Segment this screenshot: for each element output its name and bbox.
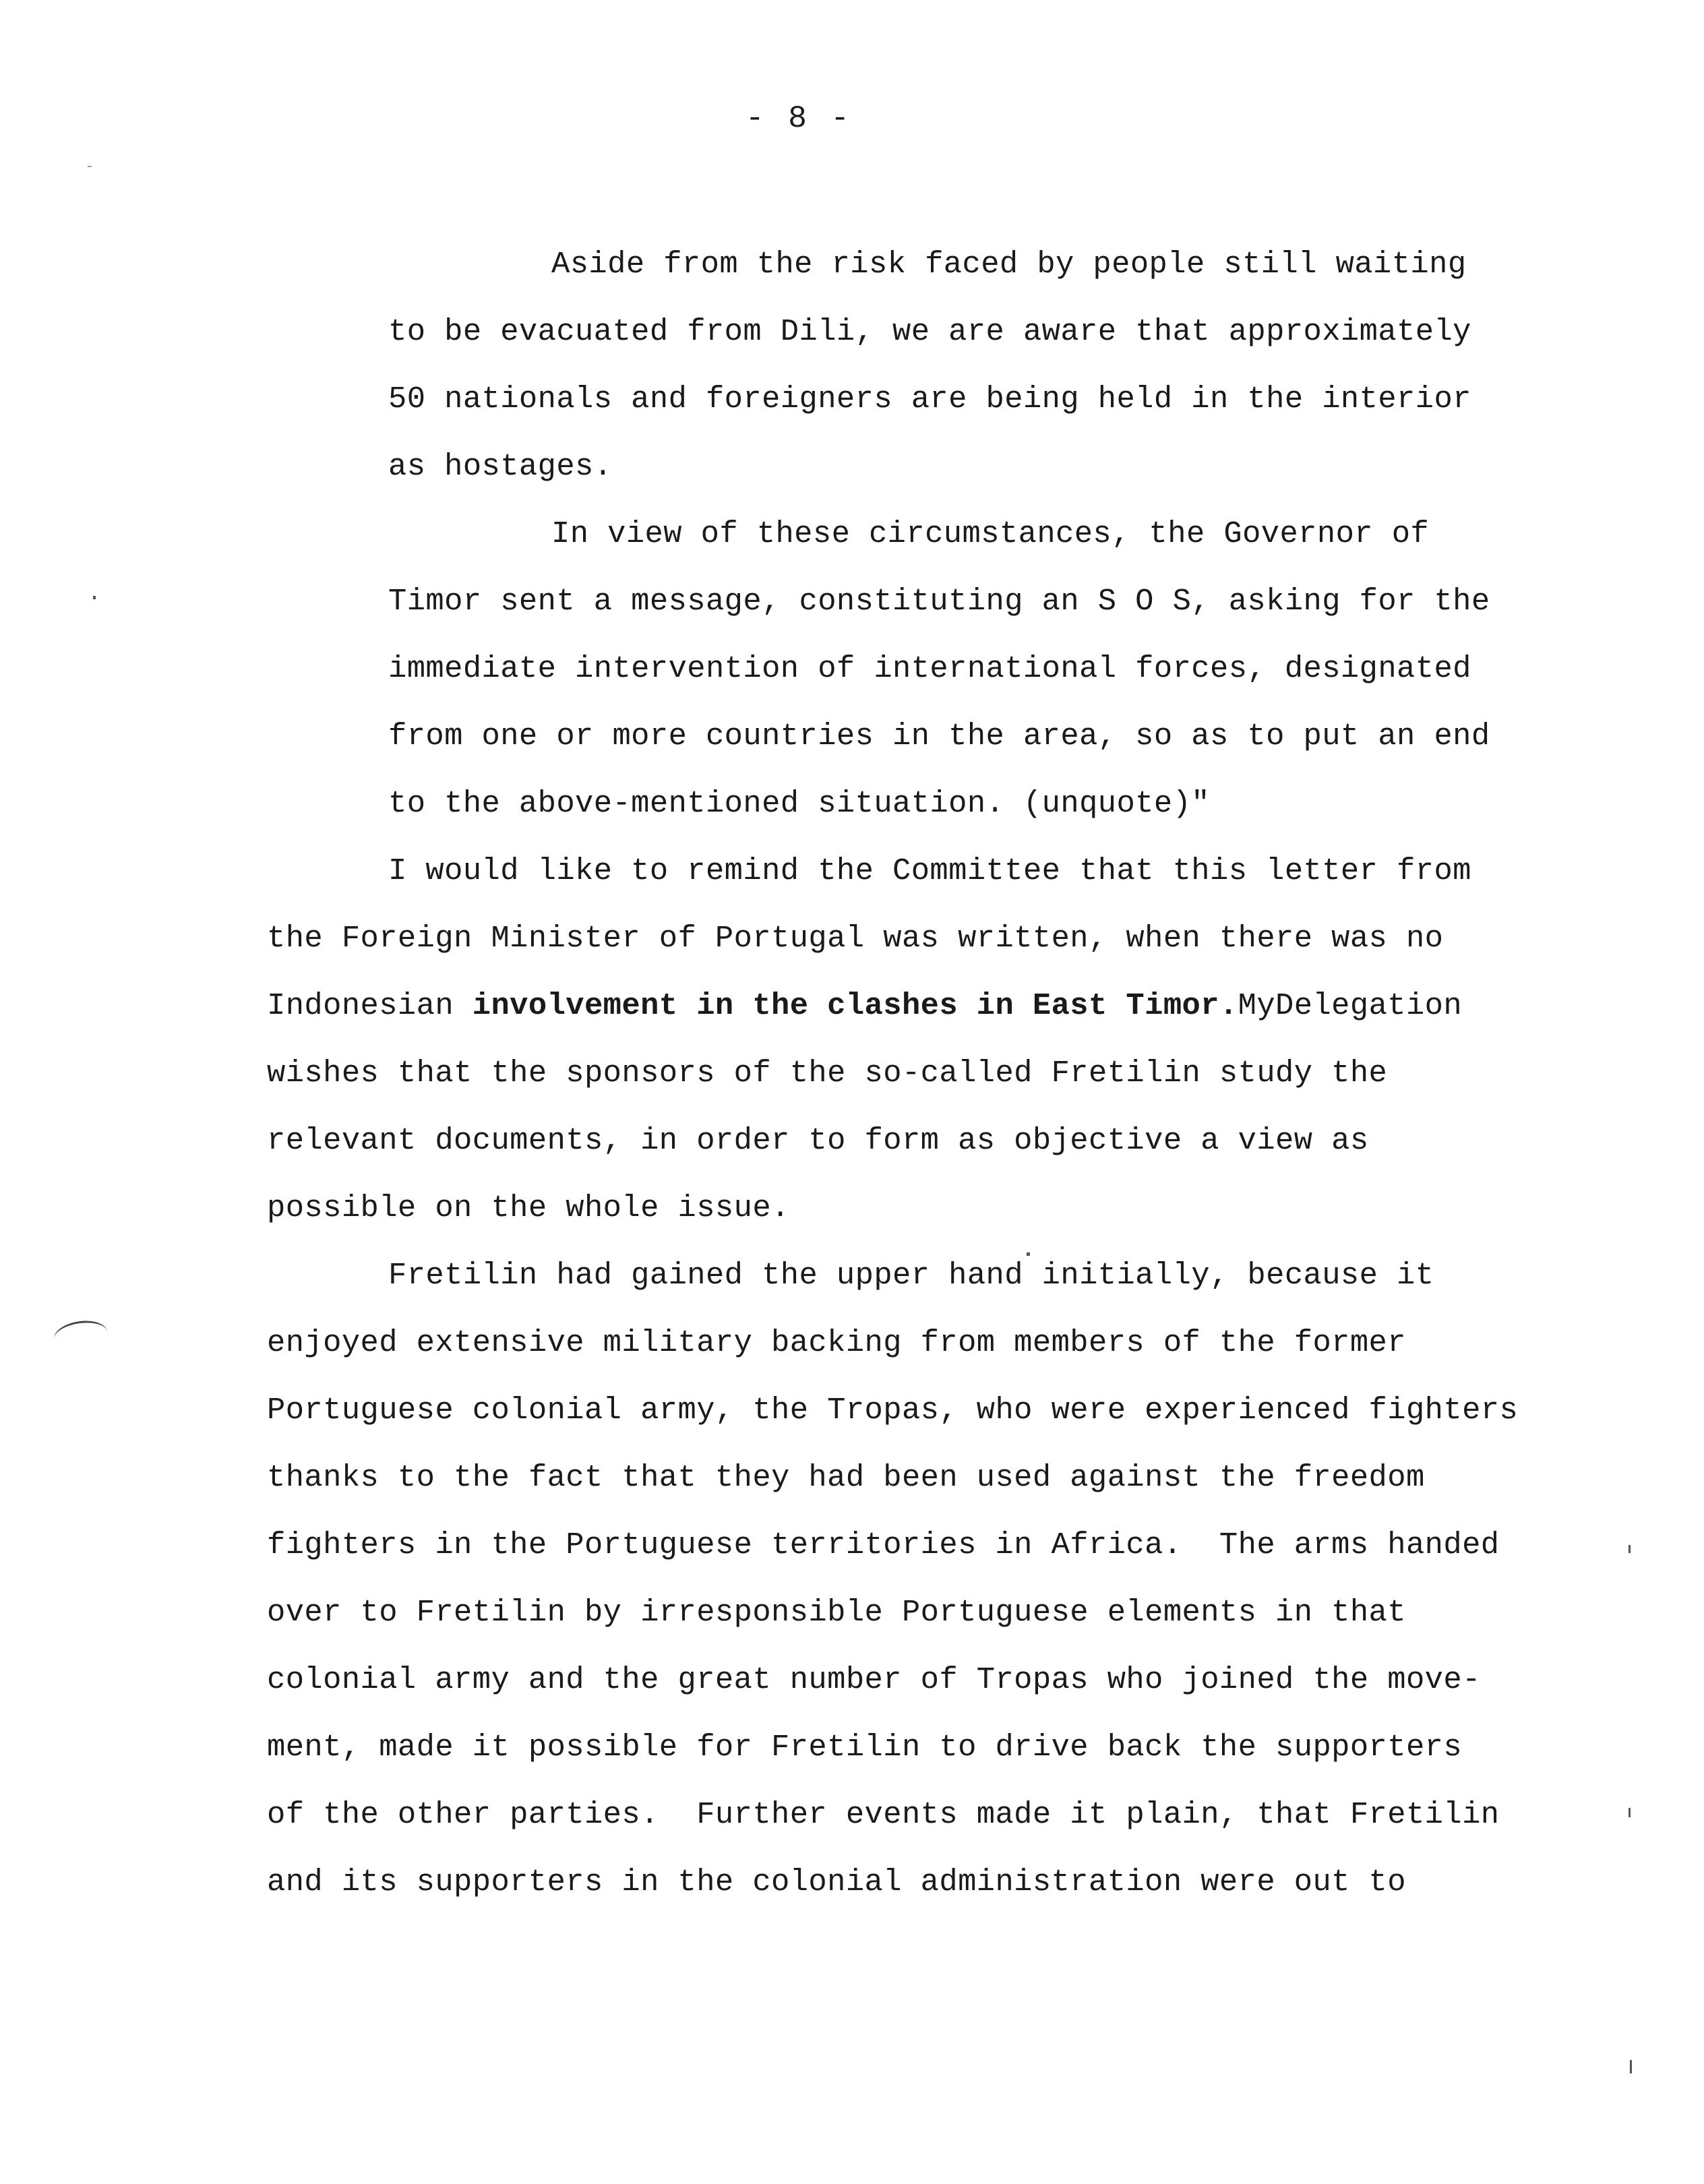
text-line bbox=[267, 985, 1462, 1026]
text-line: enjoyed extensive military backing from members of the former bbox=[267, 1325, 1406, 1360]
text-line: relevant documents, in order to form as objective a view as bbox=[267, 1123, 1369, 1158]
text-line: ment, made it possible for Fretilin to drive back the supporters bbox=[267, 1730, 1463, 1765]
text-line: 50 nationals and foreigners are being held in the interior bbox=[388, 382, 1471, 417]
text-line: Fretilin had gained the upper hand initially, because it bbox=[388, 1258, 1434, 1293]
scan-artifact-dot bbox=[1027, 1252, 1030, 1256]
text-line: immediate intervention of international forces, designated bbox=[388, 651, 1471, 686]
text-line: thanks to the fact that they had been used against the freedom bbox=[267, 1460, 1425, 1495]
scan-artifact-mark bbox=[52, 1318, 109, 1354]
text-line: and its supporters in the colonial administration were out to bbox=[267, 1864, 1406, 1900]
text-segment: Indonesian bbox=[267, 988, 473, 1023]
margin-tick-mark bbox=[1630, 2060, 1632, 2073]
text-line: the Foreign Minister of Portugal was written, when there was no bbox=[267, 921, 1444, 956]
text-segment: MyDelegation bbox=[1238, 988, 1463, 1023]
text-line: of the other parties. Further events made it plain, that Fretilin bbox=[267, 1797, 1500, 1832]
text-line: as hostages. bbox=[388, 449, 613, 484]
margin-tick-mark bbox=[1629, 1545, 1631, 1553]
text-line: to be evacuated from Dili, we are aware that approximately bbox=[388, 314, 1471, 349]
text-line: Portuguese colonial army, the Tropas, who were experienced fighters bbox=[267, 1393, 1519, 1428]
text-line: wishes that the sponsors of the so-called Fretilin study the bbox=[267, 1056, 1388, 1091]
text-line: I would like to remind the Committee that this letter from bbox=[388, 853, 1471, 888]
text-line: colonial army and the great number of Tropas who joined the move- bbox=[267, 1662, 1481, 1697]
page-number: - 8 - bbox=[745, 101, 853, 136]
text-line: Aside from the risk faced by people still waiting bbox=[551, 247, 1467, 282]
scan-artifact-dot bbox=[93, 596, 96, 599]
bold-text-segment: involvement in the clashes in East Timor. bbox=[472, 988, 1238, 1023]
text-line: from one or more countries in the area, so as to put an end bbox=[388, 719, 1490, 754]
text-line: to the above-mentioned situation. (unquote)" bbox=[388, 786, 1210, 821]
margin-tick-mark bbox=[1629, 1808, 1631, 1817]
text-line: In view of these circumstances, the Governor of bbox=[551, 516, 1430, 551]
text-line: possible on the whole issue. bbox=[267, 1190, 790, 1225]
text-line: Timor sent a message, constituting an S O S, asking for the bbox=[388, 584, 1490, 619]
text-line: over to Fretilin by irresponsible Portuguese elements in that bbox=[267, 1595, 1406, 1630]
text-line: fighters in the Portuguese territories in Africa. The arms handed bbox=[267, 1527, 1500, 1563]
scan-artifact-dot bbox=[88, 166, 92, 167]
